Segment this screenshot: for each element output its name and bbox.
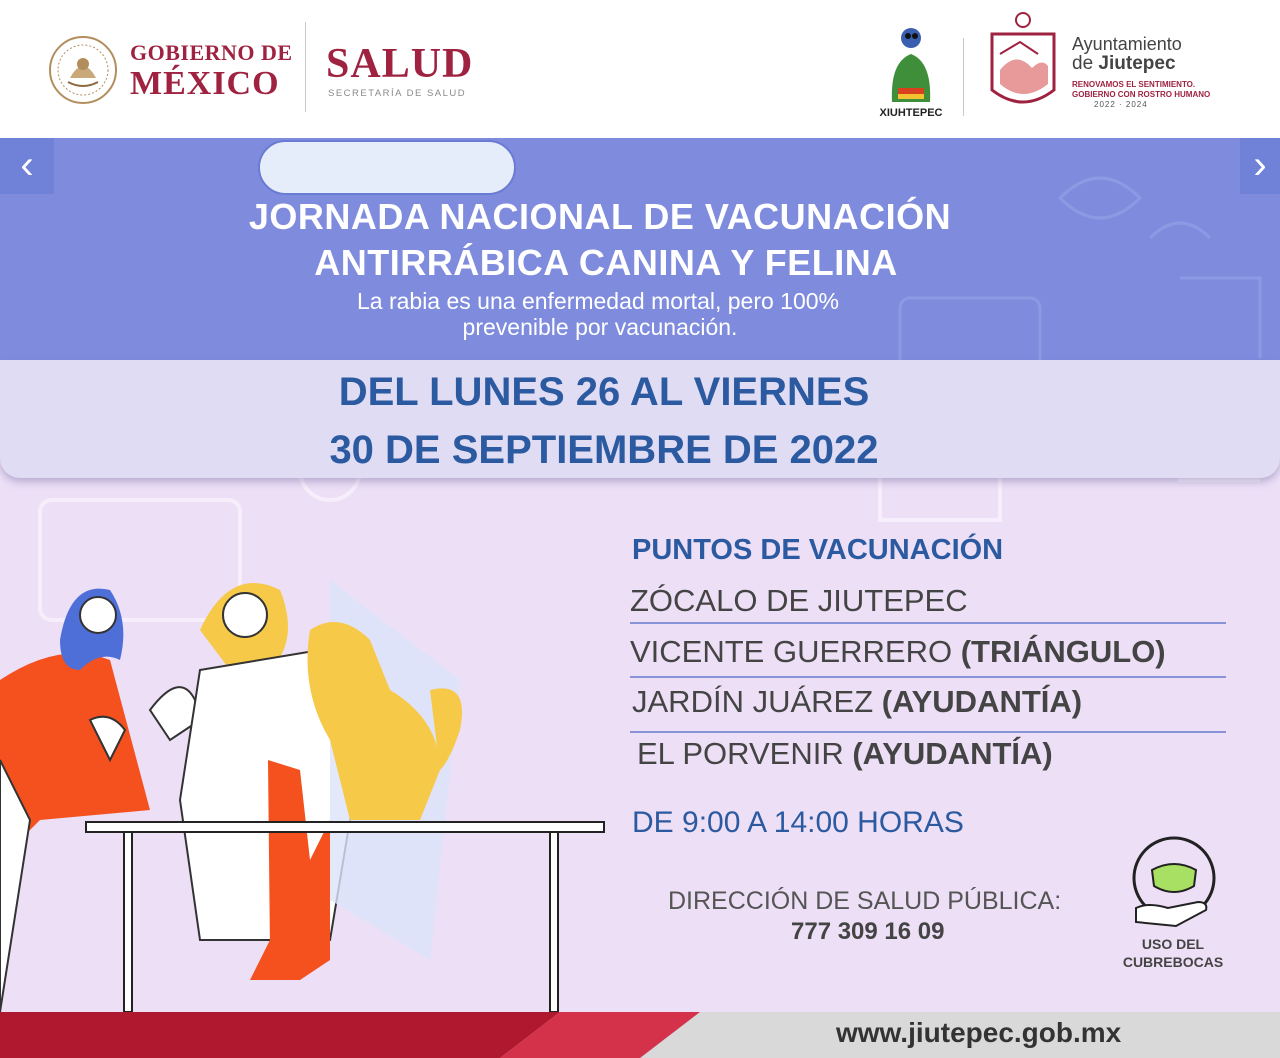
horario-text: DE 9:00 A 14:00 HORAS xyxy=(632,806,964,839)
header-divider xyxy=(305,22,306,112)
contacto-telefono: 777 309 16 09 xyxy=(791,918,945,945)
vet-vaccination-illustration xyxy=(0,560,620,1012)
ayuntamiento-prefix: de xyxy=(1072,53,1099,74)
punto-detail: (AYUDANTÍA) xyxy=(881,684,1083,719)
ayuntamiento-line2 xyxy=(1072,53,1176,75)
punto-item xyxy=(632,684,1082,720)
gobierno-line2: MÉXICO xyxy=(130,65,280,102)
punto-item xyxy=(637,736,1053,772)
slogan-line1: RENOVAMOS EL SENTIMIENTO. xyxy=(1072,80,1196,89)
xiuhtepec-label: XIUHTEPEC xyxy=(879,107,943,118)
ayuntamiento-name: Jiutepec xyxy=(1098,53,1176,74)
punto-separator xyxy=(630,676,1226,678)
cubrebocas-line1: USO DEL xyxy=(1141,936,1205,952)
salud-title: SALUD xyxy=(326,41,474,87)
punto-separator xyxy=(630,731,1226,733)
gobierno-mexico-wordmark xyxy=(130,40,293,102)
footer-red-stripe xyxy=(0,1012,700,1058)
punto-detail: (TRIÁNGULO) xyxy=(960,634,1166,669)
carousel-prev-button[interactable] xyxy=(0,138,54,194)
date-line2: 30 DE SEPTIEMBRE DE 2022 xyxy=(329,428,879,472)
xiuhtepec-glyph-icon xyxy=(878,22,950,118)
carousel-next-button[interactable] xyxy=(1240,138,1280,194)
punto-item xyxy=(630,634,1166,670)
face-mask-icon xyxy=(1128,836,1220,932)
punto-separator xyxy=(630,622,1226,624)
salud-subtitle: SECRETARÍA DE SALUD xyxy=(328,88,467,99)
ayuntamiento-line1: Ayuntamiento xyxy=(1072,34,1182,54)
gobierno-line1: GOBIERNO DE xyxy=(130,40,293,65)
puntos-title: PUNTOS DE VACUNACIÓN xyxy=(632,534,1004,566)
cubrebocas-line2: CUBREBOCAS xyxy=(1122,954,1224,970)
campaign-title-line2: ANTIRRÁBICA CANINA Y FELINA xyxy=(314,242,898,283)
header xyxy=(0,0,1280,138)
chevron-left-icon: ‹ xyxy=(20,143,34,187)
punto-place: VICENTE GUERRERO xyxy=(630,634,961,669)
campaign-subtitle-line2: prevenible por vacunación. xyxy=(462,314,738,340)
punto-place: EL PORVENIR xyxy=(637,736,853,771)
website-link[interactable]: www.jiutepec.gob.mx xyxy=(836,1017,1122,1048)
mexico-coat-of-arms-icon xyxy=(44,34,122,106)
campaign-subtitle-line1: La rabia es una enfermedad mortal, pero 100% xyxy=(356,288,840,314)
period-label: 2022 · 2024 xyxy=(1094,100,1148,109)
chevron-right-icon: › xyxy=(1253,143,1267,187)
slogan-line2: GOBIERNO CON ROSTRO HUMANO xyxy=(1072,90,1211,99)
ayuntamiento-crest-icon xyxy=(986,10,1060,114)
punto-detail: (AYUDANTÍA) xyxy=(852,736,1053,771)
campaign-title-line1: JORNADA NACIONAL DE VACUNACIÓN xyxy=(248,196,952,237)
date-line1: DEL LUNES 26 AL VIERNES xyxy=(338,370,870,414)
contacto-label: DIRECCIÓN DE SALUD PÚBLICA: xyxy=(668,887,1062,915)
punto-item xyxy=(630,583,968,619)
header-divider-2 xyxy=(963,38,964,116)
slide-tag-pill xyxy=(258,140,516,195)
punto-place: JARDÍN JUÁREZ xyxy=(632,684,882,719)
punto-place: ZÓCALO DE JIUTEPEC xyxy=(630,583,968,618)
